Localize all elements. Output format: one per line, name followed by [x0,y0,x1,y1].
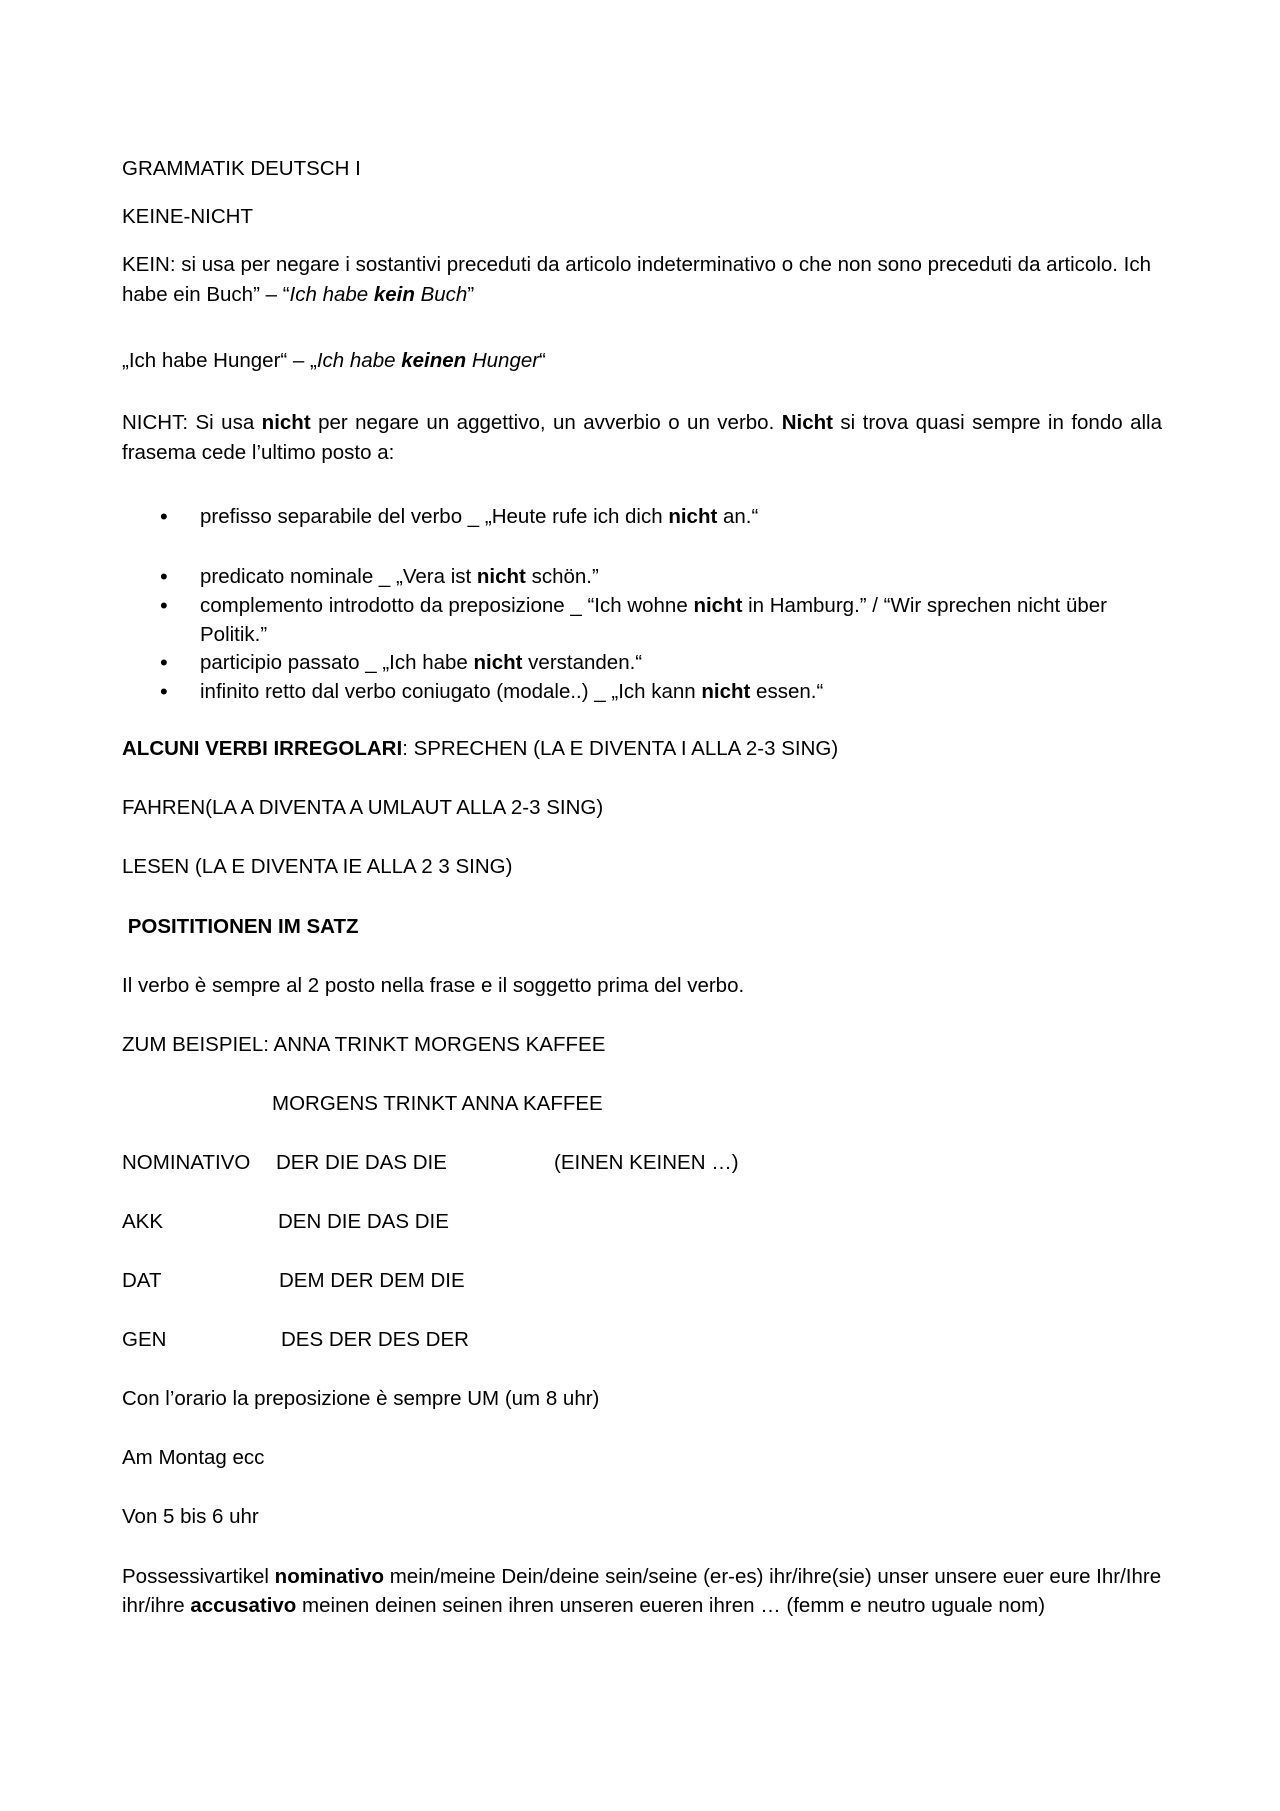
bullet-marker: • [160,504,168,529]
list-item: prefisso separabile del verbo _ „Heute rufe ich dich nicht an.“ [200,505,759,528]
von-bis-line: Von 5 bis 6 uhr [122,1505,259,1528]
orario-line: Con l’orario la preposizione è sempre UM (um 8 uhr) [122,1387,600,1410]
case-articles: DEN DIE DAS DIE [278,1210,449,1233]
bullet-marker: • [160,650,168,675]
montag-line: Am Montag ecc [122,1446,265,1469]
possessive-paragraph: Possessivartikel nominativo mein/meine Dein/deine sein/seine (er-es) ihr/ihre(sie) unser unsere euer eure Ihr/Ihre ihr/ihre accusativo meinen deinen seinen ihren unseren eueren ihren … (femm e neutro uguale nom) [122,1565,1162,1617]
case-name: AKK [122,1210,164,1233]
section-title-keine-nicht: KEINE-NICHT [122,205,253,228]
case-articles: DER DIE DAS DIE [276,1151,447,1174]
list-item: infinito retto dal verbo coniugato (modale..) _ „Ich kann nicht essen.“ [200,680,824,703]
hunger-example: „Ich habe Hunger“ – „Ich habe keinen Hunger“ [122,349,546,372]
bullet-marker: • [160,564,168,589]
bullet-marker: • [160,679,168,704]
bullet-marker: • [160,593,168,618]
fahren-line: FAHREN(LA A DIVENTA A UMLAUT ALLA 2-3 SING) [122,796,604,819]
irregular-verbs-line: ALCUNI VERBI IRREGOLARI: SPRECHEN (LA E DIVENTA I ALLA 2-3 SING) [122,737,839,760]
list-item: participio passato _ „Ich habe nicht verstanden.“ [200,651,643,674]
list-item: predicato nominale _ „Vera ist nicht schön.” [200,565,599,588]
case-articles: DEM DER DEM DIE [279,1269,465,1292]
lesen-line: LESEN (LA E DIVENTA IE ALLA 2 3 SING) [122,855,513,878]
example-line-1: ZUM BEISPIEL: ANNA TRINKT MORGENS KAFFEE [122,1033,606,1056]
case-extra: (EINEN KEINEN …) [554,1151,739,1174]
case-name: NOMINATIVO [122,1151,251,1174]
example-line-2: MORGENS TRINKT ANNA KAFFEE [272,1092,603,1115]
case-name: DAT [122,1269,162,1292]
positions-heading: POSITITIONEN IM SATZ [122,915,359,938]
case-articles: DES DER DES DER [281,1328,469,1351]
list-item: complemento introdotto da preposizione _ “Ich wohne nicht in Hamburg.” / “Wir sprechen nicht über Politik.” [200,594,1107,646]
kein-paragraph: KEIN: si usa per negare i sostantivi preceduti da articolo indeterminativo o che non sono preceduti da articolo. Ich habe ein Buch” – “Ich habe kein Buch” [122,253,1152,306]
document-title: GRAMMATIK DEUTSCH I [122,157,361,180]
verb-rule: Il verbo è sempre al 2 posto nella frase e il soggetto prima del verbo. [122,974,745,997]
nicht-paragraph: NICHT: Si usa nicht per negare un aggettivo, un avverbio o un verbo. Nicht si trova quasi sempre in fondo alla frasema cede l’ultimo posto a: [122,411,1162,464]
case-name: GEN [122,1328,167,1351]
